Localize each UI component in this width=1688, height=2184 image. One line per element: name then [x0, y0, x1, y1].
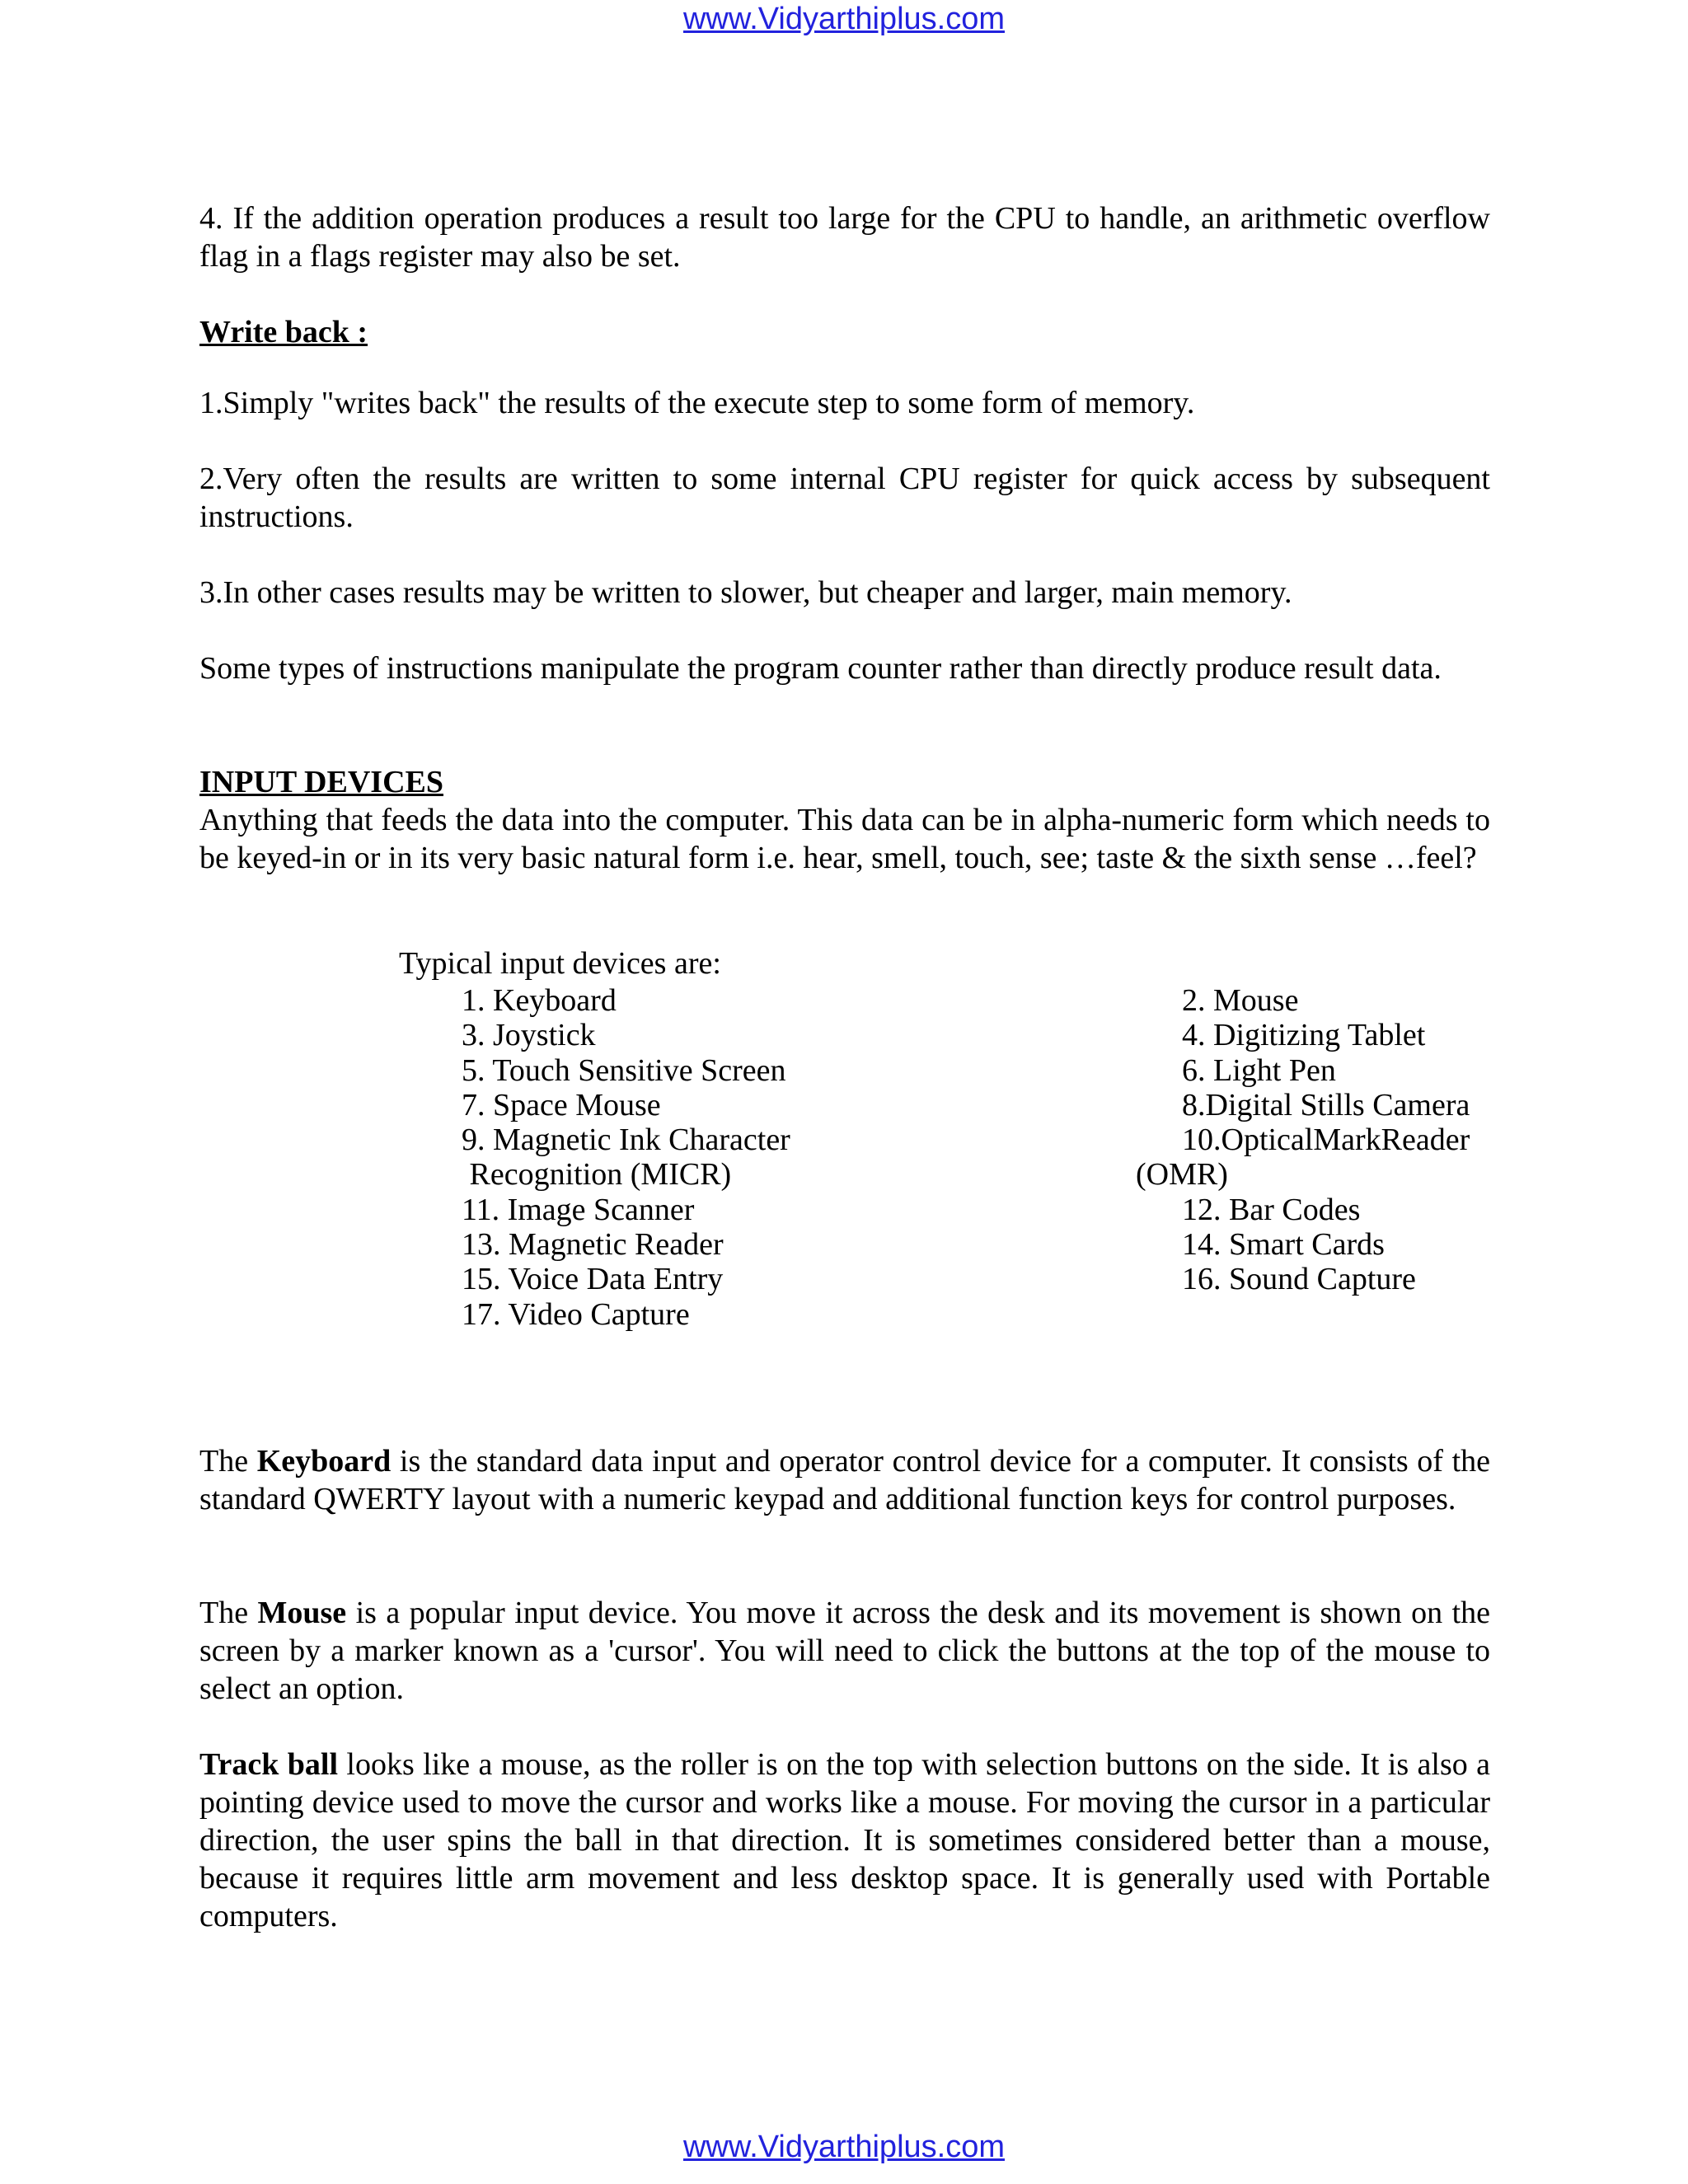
keyboard-text [199, 1442, 1490, 1518]
mouse-term: Mouse [257, 1596, 347, 1630]
footer-link[interactable]: www.Vidyarthiplus.com [682, 2130, 1005, 2164]
list-item: 9. Magnetic Ink Character [462, 1122, 790, 1158]
mouse-text [199, 1594, 1490, 1708]
list-item: 13. Magnetic Reader [462, 1227, 724, 1263]
device-list-right [1136, 983, 1470, 1297]
trackball-paragraph [199, 1746, 1490, 1935]
keyboard-rest: is the standard data input and operator control device for a computer. It consists of the standard QWERTY layout with a numeric keypad and additional function keys for control purposes. [199, 1444, 1490, 1516]
write-back-item-2 [199, 460, 1490, 536]
write-back-title: Write back : [199, 315, 368, 349]
trackball-rest: looks like a mouse, as the roller is on the top with selection buttons on the side. It is also a pointing device used to move the cursor and works like a mouse. For moving the cursor in a particular direction, the user spins the ball in that direction. It is sometimes considered better than a mouse, because it requires little arm movement and less desktop space. It is generally used with Portable computers. [199, 1747, 1490, 1933]
list-item: 7. Space Mouse [462, 1087, 661, 1122]
write-back-item-3 [199, 574, 1490, 612]
header-link[interactable]: www.Vidyarthiplus.com [682, 2, 1005, 36]
list-item: 6. Light Pen [1182, 1052, 1336, 1088]
list-item: 2. Mouse [1182, 983, 1299, 1018]
mouse-paragraph [199, 1594, 1490, 1708]
list-item: 3. Joystick [462, 1018, 596, 1053]
list-item: Recognition (MICR) [462, 1157, 732, 1193]
trackball-text [199, 1746, 1490, 1935]
input-devices-section [199, 763, 1490, 877]
list-item: 4. Digitizing Tablet [1182, 1018, 1426, 1053]
trackball-term: Track ball [199, 1747, 339, 1782]
program-counter-note: Some types of instructions manipulate the program counter rather than directly produce result data. [199, 651, 1442, 686]
list-item: 10.OpticalMarkReader [1182, 1122, 1470, 1158]
list-item: 12. Bar Codes [1182, 1192, 1361, 1227]
list-item: 15. Voice Data Entry [462, 1262, 724, 1297]
write-back-heading [199, 313, 1490, 351]
overflow-flag-text: 4. If the addition operation produces a result too large for the CPU to handle, an arithmetic overflow flag in a flags register may also be set. [199, 201, 1490, 274]
write-back-item-text: 1.Simply "writes back" the results of the execute step to some form of memory. [199, 386, 1195, 420]
list-item: 8.Digital Stills Camera [1182, 1087, 1470, 1122]
list-item: 1. Keyboard [462, 983, 617, 1018]
write-back-note [199, 649, 1490, 687]
list-item: 16. Sound Capture [1182, 1262, 1416, 1297]
list-item: 11. Image Scanner [462, 1192, 695, 1227]
mouse-rest: is a popular input device. You move it across the desk and its movement is shown on the screen by a marker known as a 'cursor'. You will need to click the buttons at the top of the mouse to select an option. [199, 1596, 1491, 1706]
device-list-left [462, 983, 790, 1332]
keyboard-term: Keyboard [256, 1444, 392, 1479]
list-item: 14. Smart Cards [1182, 1227, 1385, 1263]
device-list-intro: Typical input devices are: [399, 946, 721, 981]
list-item: 17. Video Capture [462, 1296, 690, 1332]
write-back-item-text: 2.Very often the results are written to some internal CPU register for quick access by subsequent instructions. [199, 462, 1490, 534]
mouse-lead: The [199, 1596, 258, 1630]
list-item: (OMR) [1136, 1157, 1228, 1193]
list-item: 5. Touch Sensitive Screen [462, 1052, 786, 1088]
keyboard-lead: The [199, 1444, 257, 1479]
write-back-item-1 [199, 384, 1490, 422]
input-devices-heading: INPUT DEVICES [199, 765, 443, 799]
write-back-item-text: 3.In other cases results may be written to slower, but cheaper and larger, main memory. [199, 575, 1292, 610]
keyboard-paragraph [199, 1442, 1490, 1518]
intro-paragraph [199, 199, 1490, 275]
input-devices-description: Anything that feeds the data into the computer. This data can be in alpha-numeric form which needs to be keyed-in or in its very basic natural form i.e. hear, smell, touch, see; taste & the sixth sense …feel? [199, 803, 1490, 875]
